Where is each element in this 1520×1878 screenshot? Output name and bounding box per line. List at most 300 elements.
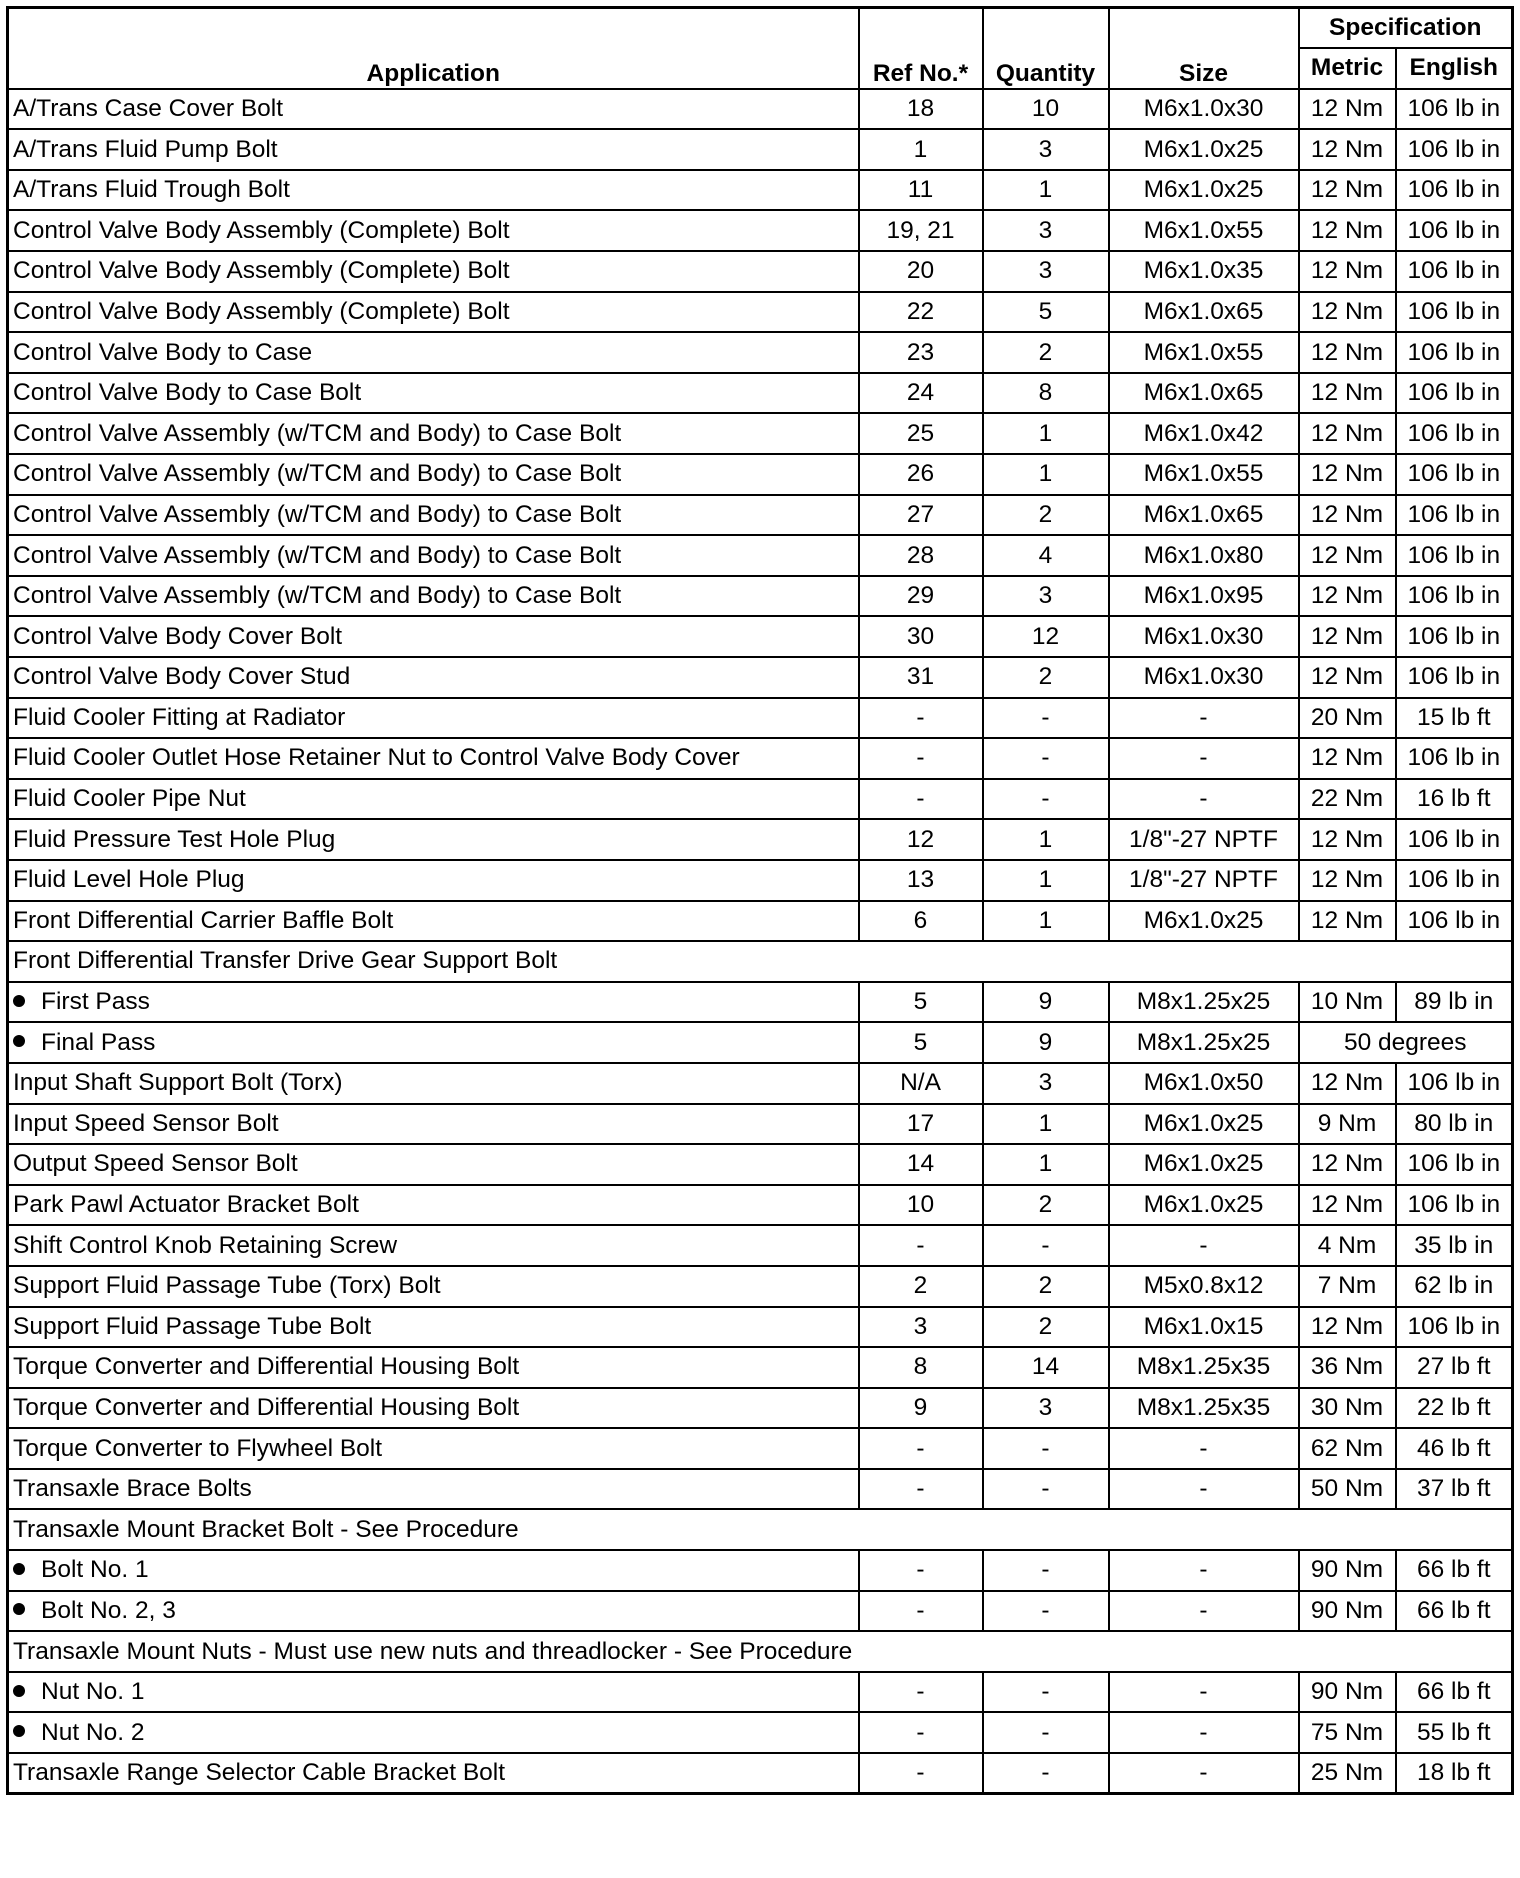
quantity-cell: 3 [983, 210, 1109, 251]
col-header-specification: Specification [1299, 8, 1513, 49]
quantity-cell: 1 [983, 1104, 1109, 1145]
table-row [8, 1307, 1513, 1348]
application-cell: Control Valve Assembly (w/TCM and Body) to Case Bolt [8, 576, 859, 617]
col-header-ref-no: Ref No.* [859, 8, 983, 89]
size-cell: M6x1.0x25 [1109, 1144, 1299, 1185]
ref-no-cell: 22 [859, 292, 983, 333]
ref-no-cell: 5 [859, 1022, 983, 1063]
ref-no-cell: 3 [859, 1307, 983, 1348]
application-cell: Input Shaft Support Bolt (Torx) [8, 1063, 859, 1104]
english-cell: 18 lb ft [1396, 1753, 1513, 1794]
quantity-cell: 3 [983, 129, 1109, 170]
size-cell: M6x1.0x25 [1109, 170, 1299, 211]
application-cell: Torque Converter and Differential Housing Bolt [8, 1347, 859, 1388]
size-cell: M6x1.0x30 [1109, 657, 1299, 698]
table-row [8, 170, 1513, 211]
english-cell: 106 lb in [1396, 535, 1513, 576]
application-cell: Fluid Cooler Outlet Hose Retainer Nut to Control Valve Body Cover [8, 738, 859, 779]
table-row [8, 819, 1513, 860]
english-cell: 106 lb in [1396, 495, 1513, 536]
metric-cell: 12 Nm [1299, 495, 1396, 536]
ref-no-cell: 14 [859, 1144, 983, 1185]
application-cell: Torque Converter to Flywheel Bolt [8, 1428, 859, 1469]
application-cell: Fluid Cooler Fitting at Radiator [8, 698, 859, 739]
group-heading-cell: Transaxle Mount Bracket Bolt - See Procedure [8, 1509, 1513, 1550]
quantity-cell: 1 [983, 819, 1109, 860]
table-row [8, 89, 1513, 130]
table-row [8, 373, 1513, 414]
ref-no-cell: 18 [859, 89, 983, 130]
application-text: Bolt No. 2, 3 [41, 1596, 176, 1624]
metric-cell: 90 Nm [1299, 1550, 1396, 1591]
english-cell: 106 lb in [1396, 576, 1513, 617]
size-cell: M8x1.25x35 [1109, 1347, 1299, 1388]
size-cell: - [1109, 1550, 1299, 1591]
application-text: Final Pass [41, 1028, 156, 1056]
table-row [8, 1388, 1513, 1429]
application-cell: Fluid Cooler Pipe Nut [8, 779, 859, 820]
metric-cell: 12 Nm [1299, 89, 1396, 130]
size-cell: 1/8"-27 NPTF [1109, 860, 1299, 901]
table-row [8, 657, 1513, 698]
quantity-cell: 1 [983, 901, 1109, 942]
quantity-cell: 3 [983, 1063, 1109, 1104]
application-cell: Control Valve Body to Case [8, 332, 859, 373]
table-row [8, 413, 1513, 454]
english-cell: 80 lb in [1396, 1104, 1513, 1145]
application-cell: Shift Control Knob Retaining Screw [8, 1225, 859, 1266]
english-cell: 16 lb ft [1396, 779, 1513, 820]
ref-no-cell: 17 [859, 1104, 983, 1145]
ref-no-cell: N/A [859, 1063, 983, 1104]
metric-cell: 12 Nm [1299, 576, 1396, 617]
quantity-cell: 5 [983, 292, 1109, 333]
english-cell: 106 lb in [1396, 738, 1513, 779]
size-cell: M6x1.0x35 [1109, 251, 1299, 292]
english-cell: 62 lb in [1396, 1266, 1513, 1307]
table-row [8, 1266, 1513, 1307]
table-row [8, 1022, 1513, 1063]
table-row [8, 1347, 1513, 1388]
quantity-cell: 8 [983, 373, 1109, 414]
metric-cell: 12 Nm [1299, 738, 1396, 779]
metric-cell: 75 Nm [1299, 1712, 1396, 1753]
header-row [8, 8, 1513, 49]
table-row [8, 616, 1513, 657]
ref-no-cell: - [859, 1428, 983, 1469]
quantity-cell: - [983, 698, 1109, 739]
table-row [8, 1550, 1513, 1591]
size-cell: M6x1.0x25 [1109, 1104, 1299, 1145]
quantity-cell: - [983, 1591, 1109, 1632]
table-row [8, 901, 1513, 942]
sub-application-cell [8, 1672, 859, 1713]
english-cell: 35 lb in [1396, 1225, 1513, 1266]
table-row [8, 1428, 1513, 1469]
col-header-application: Application [8, 8, 859, 89]
table-row [8, 129, 1513, 170]
quantity-cell: - [983, 779, 1109, 820]
quantity-cell: 12 [983, 616, 1109, 657]
table-row [8, 1063, 1513, 1104]
ref-no-cell: 31 [859, 657, 983, 698]
english-cell: 106 lb in [1396, 251, 1513, 292]
quantity-cell: 10 [983, 89, 1109, 130]
size-cell: - [1109, 1225, 1299, 1266]
size-cell: M6x1.0x55 [1109, 210, 1299, 251]
metric-cell: 12 Nm [1299, 616, 1396, 657]
metric-cell: 90 Nm [1299, 1672, 1396, 1713]
ref-no-cell: 19, 21 [859, 210, 983, 251]
ref-no-cell: 20 [859, 251, 983, 292]
english-cell: 106 lb in [1396, 819, 1513, 860]
table-row [8, 1509, 1513, 1550]
table-body [8, 89, 1513, 1794]
ref-no-cell: 9 [859, 1388, 983, 1429]
size-cell: M6x1.0x55 [1109, 454, 1299, 495]
metric-cell: 12 Nm [1299, 170, 1396, 211]
specification-cell: 50 degrees [1299, 1022, 1513, 1063]
quantity-cell: - [983, 1753, 1109, 1794]
english-cell: 66 lb ft [1396, 1672, 1513, 1713]
application-text: First Pass [41, 988, 150, 1016]
english-cell: 106 lb in [1396, 454, 1513, 495]
ref-no-cell: - [859, 738, 983, 779]
application-cell: Transaxle Brace Bolts [8, 1469, 859, 1510]
col-header-english: English [1396, 48, 1513, 89]
table-row [8, 1672, 1513, 1713]
application-cell: Park Pawl Actuator Bracket Bolt [8, 1185, 859, 1226]
ref-no-cell: - [859, 1225, 983, 1266]
english-cell: 106 lb in [1396, 860, 1513, 901]
size-cell: M6x1.0x42 [1109, 413, 1299, 454]
quantity-cell: 2 [983, 1266, 1109, 1307]
ref-no-cell: 30 [859, 616, 983, 657]
application-text: Bolt No. 1 [41, 1556, 149, 1584]
quantity-cell: 2 [983, 1185, 1109, 1226]
application-cell: Support Fluid Passage Tube Bolt [8, 1307, 859, 1348]
english-cell: 15 lb ft [1396, 698, 1513, 739]
size-cell: M6x1.0x55 [1109, 332, 1299, 373]
english-cell: 46 lb ft [1396, 1428, 1513, 1469]
table-row [8, 738, 1513, 779]
application-text: Nut No. 1 [41, 1678, 145, 1706]
size-cell: M6x1.0x65 [1109, 373, 1299, 414]
table-row [8, 1469, 1513, 1510]
quantity-cell: - [983, 1428, 1109, 1469]
application-cell: Transaxle Range Selector Cable Bracket Bolt [8, 1753, 859, 1794]
metric-cell: 12 Nm [1299, 901, 1396, 942]
group-heading-cell: Transaxle Mount Nuts - Must use new nuts and threadlocker - See Procedure [8, 1631, 1513, 1672]
ref-no-cell: 29 [859, 576, 983, 617]
size-cell: 1/8"-27 NPTF [1109, 819, 1299, 860]
application-cell: Input Speed Sensor Bolt [8, 1104, 859, 1145]
col-header-size: Size [1109, 8, 1299, 89]
ref-no-cell: 1 [859, 129, 983, 170]
application-cell: Control Valve Body Assembly (Complete) Bolt [8, 210, 859, 251]
application-cell: Fluid Level Hole Plug [8, 860, 859, 901]
ref-no-cell: 13 [859, 860, 983, 901]
ref-no-cell: - [859, 1591, 983, 1632]
metric-cell: 12 Nm [1299, 210, 1396, 251]
metric-cell: 12 Nm [1299, 129, 1396, 170]
english-cell: 89 lb in [1396, 982, 1513, 1023]
table-row [8, 698, 1513, 739]
table-row [8, 535, 1513, 576]
quantity-cell: - [983, 1672, 1109, 1713]
application-cell: Output Speed Sensor Bolt [8, 1144, 859, 1185]
english-cell: 106 lb in [1396, 129, 1513, 170]
quantity-cell: 2 [983, 332, 1109, 373]
english-cell: 66 lb ft [1396, 1550, 1513, 1591]
metric-cell: 12 Nm [1299, 1307, 1396, 1348]
ref-no-cell: 23 [859, 332, 983, 373]
english-cell: 106 lb in [1396, 373, 1513, 414]
english-cell: 106 lb in [1396, 616, 1513, 657]
quantity-cell: 9 [983, 1022, 1109, 1063]
english-cell: 106 lb in [1396, 1144, 1513, 1185]
application-cell: Control Valve Body Assembly (Complete) Bolt [8, 251, 859, 292]
size-cell: M6x1.0x25 [1109, 901, 1299, 942]
metric-cell: 7 Nm [1299, 1266, 1396, 1307]
english-cell: 106 lb in [1396, 1063, 1513, 1104]
size-cell: - [1109, 1712, 1299, 1753]
quantity-cell: 1 [983, 170, 1109, 211]
bullet-icon [13, 1685, 25, 1697]
quantity-cell: 2 [983, 1307, 1109, 1348]
application-cell: Fluid Pressure Test Hole Plug [8, 819, 859, 860]
size-cell: M8x1.25x35 [1109, 1388, 1299, 1429]
table-row [8, 779, 1513, 820]
quantity-cell: - [983, 738, 1109, 779]
english-cell: 55 lb ft [1396, 1712, 1513, 1753]
english-cell: 66 lb ft [1396, 1591, 1513, 1632]
sub-application-cell [8, 1550, 859, 1591]
group-heading-cell: Front Differential Transfer Drive Gear Support Bolt [8, 941, 1513, 982]
application-cell: Control Valve Assembly (w/TCM and Body) to Case Bolt [8, 535, 859, 576]
application-cell: A/Trans Fluid Trough Bolt [8, 170, 859, 211]
metric-cell: 12 Nm [1299, 1063, 1396, 1104]
ref-no-cell: 25 [859, 413, 983, 454]
ref-no-cell: 6 [859, 901, 983, 942]
table-row [8, 982, 1513, 1023]
application-cell: A/Trans Case Cover Bolt [8, 89, 859, 130]
metric-cell: 9 Nm [1299, 1104, 1396, 1145]
metric-cell: 12 Nm [1299, 535, 1396, 576]
bullet-icon [13, 995, 25, 1007]
application-cell: Control Valve Body Cover Bolt [8, 616, 859, 657]
table-row [8, 495, 1513, 536]
application-cell: Control Valve Assembly (w/TCM and Body) to Case Bolt [8, 413, 859, 454]
size-cell: M6x1.0x80 [1109, 535, 1299, 576]
size-cell: M6x1.0x30 [1109, 89, 1299, 130]
table-row [8, 1144, 1513, 1185]
application-cell: Front Differential Carrier Baffle Bolt [8, 901, 859, 942]
metric-cell: 12 Nm [1299, 332, 1396, 373]
size-cell: M6x1.0x25 [1109, 1185, 1299, 1226]
quantity-cell: 1 [983, 454, 1109, 495]
bullet-icon [13, 1725, 25, 1737]
ref-no-cell: - [859, 1753, 983, 1794]
table-row [8, 576, 1513, 617]
ref-no-cell: - [859, 698, 983, 739]
application-cell: Control Valve Body Assembly (Complete) Bolt [8, 292, 859, 333]
application-cell: Control Valve Assembly (w/TCM and Body) to Case Bolt [8, 495, 859, 536]
application-cell: Control Valve Assembly (w/TCM and Body) to Case Bolt [8, 454, 859, 495]
metric-cell: 12 Nm [1299, 1144, 1396, 1185]
ref-no-cell: 27 [859, 495, 983, 536]
torque-spec-table [6, 6, 1514, 1795]
bullet-icon [13, 1563, 25, 1575]
metric-cell: 20 Nm [1299, 698, 1396, 739]
table-row [8, 1104, 1513, 1145]
metric-cell: 12 Nm [1299, 251, 1396, 292]
table-row [8, 292, 1513, 333]
application-cell: A/Trans Fluid Pump Bolt [8, 129, 859, 170]
table-row [8, 941, 1513, 982]
application-text: Nut No. 2 [41, 1718, 145, 1746]
english-cell: 106 lb in [1396, 292, 1513, 333]
table-row [8, 1185, 1513, 1226]
quantity-cell: 1 [983, 1144, 1109, 1185]
ref-no-cell: - [859, 779, 983, 820]
size-cell: - [1109, 1672, 1299, 1713]
english-cell: 37 lb ft [1396, 1469, 1513, 1510]
size-cell: M6x1.0x95 [1109, 576, 1299, 617]
size-cell: - [1109, 779, 1299, 820]
ref-no-cell: 10 [859, 1185, 983, 1226]
ref-no-cell: 8 [859, 1347, 983, 1388]
application-cell: Support Fluid Passage Tube (Torx) Bolt [8, 1266, 859, 1307]
english-cell: 106 lb in [1396, 901, 1513, 942]
metric-cell: 10 Nm [1299, 982, 1396, 1023]
quantity-cell: 4 [983, 535, 1109, 576]
table-row [8, 1631, 1513, 1672]
english-cell: 106 lb in [1396, 657, 1513, 698]
table-row [8, 1753, 1513, 1794]
metric-cell: 90 Nm [1299, 1591, 1396, 1632]
ref-no-cell: 11 [859, 170, 983, 211]
size-cell: M6x1.0x25 [1109, 129, 1299, 170]
size-cell: - [1109, 698, 1299, 739]
size-cell: - [1109, 1753, 1299, 1794]
metric-cell: 12 Nm [1299, 860, 1396, 901]
ref-no-cell: 26 [859, 454, 983, 495]
quantity-cell: 1 [983, 860, 1109, 901]
ref-no-cell: 12 [859, 819, 983, 860]
sub-application-cell [8, 1712, 859, 1753]
table-row [8, 1225, 1513, 1266]
size-cell: M6x1.0x15 [1109, 1307, 1299, 1348]
sub-application-cell [8, 1591, 859, 1632]
ref-no-cell: - [859, 1672, 983, 1713]
english-cell: 106 lb in [1396, 413, 1513, 454]
english-cell: 106 lb in [1396, 210, 1513, 251]
size-cell: M6x1.0x50 [1109, 1063, 1299, 1104]
ref-no-cell: - [859, 1469, 983, 1510]
english-cell: 106 lb in [1396, 1307, 1513, 1348]
metric-cell: 30 Nm [1299, 1388, 1396, 1429]
size-cell: M8x1.25x25 [1109, 982, 1299, 1023]
col-header-metric: Metric [1299, 48, 1396, 89]
english-cell: 22 lb ft [1396, 1388, 1513, 1429]
metric-cell: 12 Nm [1299, 413, 1396, 454]
sub-application-cell [8, 982, 859, 1023]
quantity-cell: 2 [983, 495, 1109, 536]
english-cell: 106 lb in [1396, 170, 1513, 211]
size-cell: M6x1.0x65 [1109, 292, 1299, 333]
metric-cell: 36 Nm [1299, 1347, 1396, 1388]
quantity-cell: 3 [983, 1388, 1109, 1429]
size-cell: M5x0.8x12 [1109, 1266, 1299, 1307]
ref-no-cell: 24 [859, 373, 983, 414]
table-row [8, 332, 1513, 373]
quantity-cell: 1 [983, 413, 1109, 454]
metric-cell: 12 Nm [1299, 373, 1396, 414]
size-cell: - [1109, 1591, 1299, 1632]
quantity-cell: - [983, 1469, 1109, 1510]
metric-cell: 62 Nm [1299, 1428, 1396, 1469]
metric-cell: 50 Nm [1299, 1469, 1396, 1510]
quantity-cell: 3 [983, 251, 1109, 292]
metric-cell: 25 Nm [1299, 1753, 1396, 1794]
table-row [8, 1712, 1513, 1753]
quantity-cell: 14 [983, 1347, 1109, 1388]
table-row [8, 860, 1513, 901]
size-cell: M8x1.25x25 [1109, 1022, 1299, 1063]
ref-no-cell: 5 [859, 982, 983, 1023]
metric-cell: 12 Nm [1299, 454, 1396, 495]
application-cell: Torque Converter and Differential Housing Bolt [8, 1388, 859, 1429]
size-cell: - [1109, 1428, 1299, 1469]
english-cell: 106 lb in [1396, 332, 1513, 373]
metric-cell: 22 Nm [1299, 779, 1396, 820]
metric-cell: 12 Nm [1299, 819, 1396, 860]
size-cell: - [1109, 738, 1299, 779]
table-row [8, 1591, 1513, 1632]
size-cell: - [1109, 1469, 1299, 1510]
english-cell: 106 lb in [1396, 1185, 1513, 1226]
table-row [8, 251, 1513, 292]
col-header-quantity: Quantity [983, 8, 1109, 89]
quantity-cell: 2 [983, 657, 1109, 698]
english-cell: 106 lb in [1396, 89, 1513, 130]
application-cell: Control Valve Body to Case Bolt [8, 373, 859, 414]
size-cell: M6x1.0x65 [1109, 495, 1299, 536]
metric-cell: 4 Nm [1299, 1225, 1396, 1266]
ref-no-cell: 2 [859, 1266, 983, 1307]
table-row [8, 210, 1513, 251]
bullet-icon [13, 1603, 25, 1615]
ref-no-cell: - [859, 1550, 983, 1591]
metric-cell: 12 Nm [1299, 292, 1396, 333]
quantity-cell: - [983, 1712, 1109, 1753]
metric-cell: 12 Nm [1299, 1185, 1396, 1226]
quantity-cell: - [983, 1225, 1109, 1266]
sub-application-cell [8, 1022, 859, 1063]
application-cell: Control Valve Body Cover Stud [8, 657, 859, 698]
quantity-cell: - [983, 1550, 1109, 1591]
ref-no-cell: 28 [859, 535, 983, 576]
metric-cell: 12 Nm [1299, 657, 1396, 698]
bullet-icon [13, 1035, 25, 1047]
quantity-cell: 9 [983, 982, 1109, 1023]
english-cell: 27 lb ft [1396, 1347, 1513, 1388]
ref-no-cell: - [859, 1712, 983, 1753]
table-row [8, 454, 1513, 495]
size-cell: M6x1.0x30 [1109, 616, 1299, 657]
quantity-cell: 3 [983, 576, 1109, 617]
